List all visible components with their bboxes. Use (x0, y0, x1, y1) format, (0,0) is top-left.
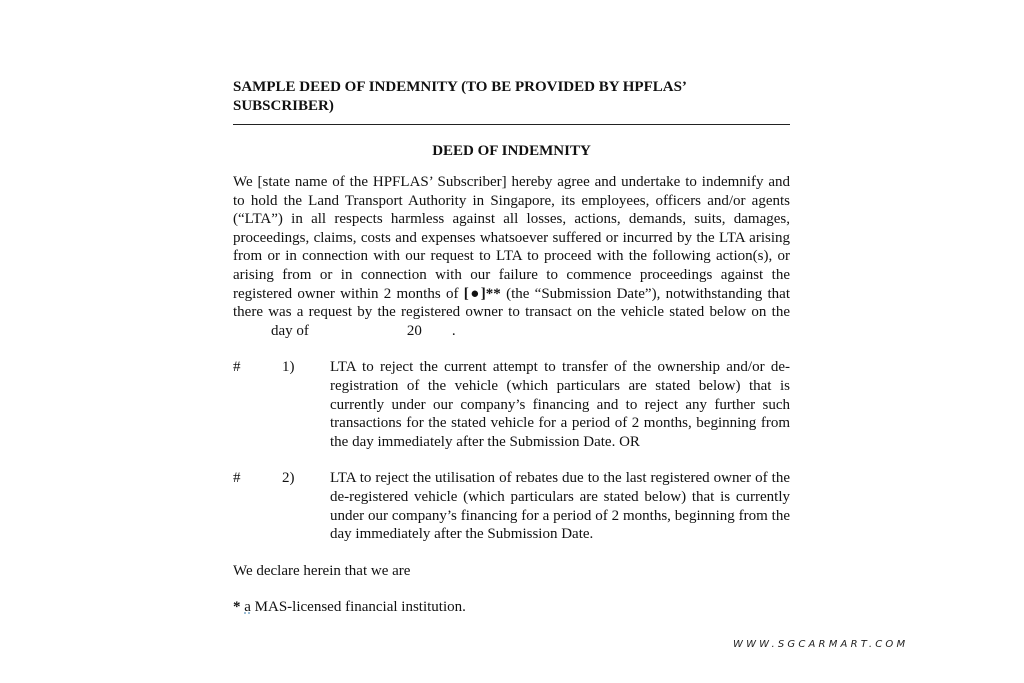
list-item (233, 469, 790, 543)
declaration-line: We declare herein that we are (233, 562, 411, 579)
day-of-label: day of (271, 322, 309, 339)
site-watermark: WWW.SGCARMART.COM (733, 639, 909, 650)
title-divider (233, 124, 790, 125)
mas-declaration (233, 598, 790, 617)
list-item (233, 358, 790, 451)
item-text: LTA to reject the current attempt to transfer of the ownership and/or de-registration of the vehicle (which particulars are stated below) that is currently under our company’s financing and to reject any further such transactions for the stated vehicle for a period of 2 months, beginning from the day immediately after the Submission Date. OR (330, 359, 790, 450)
item-text: LTA to reject the utilisation of rebates due to the last registered owner of the de-registered vehicle (which particulars are stated below) that is currently under our company’s financing for a period of 2 months, beginning from the day immediately after the Submission Date. (330, 470, 790, 543)
item-hash-marker: # (233, 470, 241, 487)
bracket-marker: [●]** (463, 285, 501, 302)
intro-continuation: (the “Submission Date”), notwithstanding that there was a request by the registered owner to transact on the vehicle stated below on the (233, 285, 791, 321)
item-hash-marker: # (233, 359, 241, 376)
intro-paragraph (233, 173, 790, 340)
asterisk-marker: * (233, 599, 241, 616)
intro-text: We [state name of the HPFLAS’ Subscriber] hereby agree and undertake to indemnify and to hold the Land Transport Authority in Singapore, its employees, officers and/or agents (“LTA”) in all respects harmless against all losses, actions, demands, suits, damages, proceedings, claims, costs and expenses whatsoever suffered or incurred by the LTA arising from or in connection with our request to LTA to proceed with the following action(s), or arising from or in connection with our failure to commence proceedings against the registered owner within 2 months of (233, 174, 790, 302)
mas-article: a (244, 599, 251, 616)
mas-text: MAS-licensed financial institution. (254, 599, 466, 616)
deed-heading: DEED OF INDEMNITY (432, 143, 591, 159)
item-number: 2) (282, 470, 295, 487)
closing-period: . (451, 322, 456, 339)
item-number: 1) (282, 359, 295, 376)
deed-document (233, 78, 790, 617)
year-prefix: 20 (406, 322, 422, 339)
document-title: SAMPLE DEED OF INDEMNITY (TO BE PROVIDED BY HPFLAS’ SUBSCRIBER) (233, 79, 686, 114)
